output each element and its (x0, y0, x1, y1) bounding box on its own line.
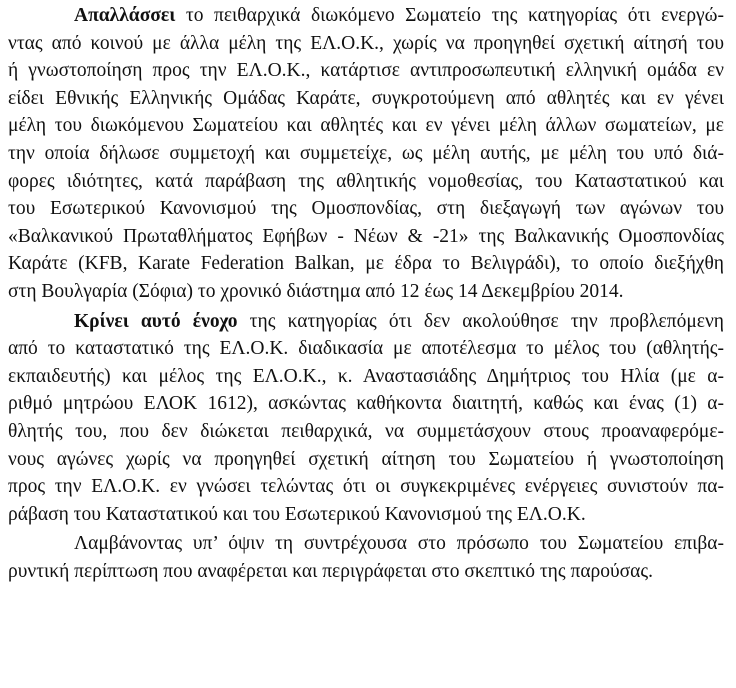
text-line: Κρίνει αυτό ένοχο της κατηγορίας ότι δεν ακολούθησε την προβλεπόμενη (74, 310, 724, 332)
text-line: «Βαλκανικού Πρωταθλήματος Εφήβων - Νέων & -21» της Βαλκανικής Ομοσπονδίας (8, 225, 724, 247)
text-line: ράβαση του Καταστατικού και του Εσωτερικού Κανονισμού της ΕΛ.Ο.Κ. (8, 503, 586, 525)
text-line: Καράτε (KFB, Karate Federation Balkan, με έδρα το Βελιγράδι), το οποίο διεξήχθη (8, 253, 724, 275)
bold-lead: Απαλλάσσει (74, 5, 176, 26)
text-line: Απαλλάσσει το πειθαρχικά διωκόμενο Σωματείο της κατηγορίας ότι ενεργώ- (74, 5, 724, 26)
text-line: του Εσωτερικού Κανονισμού της Ομοσπονδίας, στη διεξαγωγή των αγώνων του (8, 198, 724, 220)
text-line: εκπαιδευτής) και μέλος της ΕΛ.Ο.Κ., κ. Αναστασιάδης Δημήτριος του Ηλία (με α- (8, 365, 724, 387)
paragraph-acquittal (8, 2, 724, 306)
text-line: ριθμό μητρώου ΕΛΟΚ 1612), ασκώντας καθήκοντα διαιτητή, καθώς και ένας (1) α- (8, 393, 724, 415)
paragraph-aggravating (8, 530, 724, 585)
text-line: την οποία δήλωσε συμμετοχή και συμμετείχε, ως μέλη αυτής, με μέλη του υπό διά- (8, 142, 724, 164)
text-line: είδει Εθνικής Ελληνικής Ομάδας Καράτε, συγκροτούμενη από αθλητές και εν γένει (8, 87, 724, 109)
text-line: μέλη του διωκόμενου Σωματείου και αθλητές και εν γένει μέλη άλλων σωματείων, με (8, 115, 724, 137)
text-line: από το καταστατικό της ΕΛ.Ο.Κ. διαδικασία με αποτέλεσμα το μέλος του (αθλητής- (8, 338, 724, 360)
text-line: Λαμβάνοντας υπ’ όψιν τη συντρέχουσα στο πρόσωπο του Σωματείου επιβα- (74, 533, 724, 555)
text-line: νους αγώνες χωρίς να προηγηθεί σχετική αίτηση του Σωματείου ή γνωστοποίηση (8, 448, 724, 470)
document-page (8, 2, 724, 585)
text-line: φορες ιδιότητες, κατά παράβαση της αθλητικής νομοθεσίας, του Καταστατικού και (8, 170, 724, 192)
bold-lead: Κρίνει αυτό ένοχο (74, 310, 238, 332)
text-line: θλητής του, που δεν διώκεται πειθαρχικά, να συμμετάσχουν στους προαναφερόμε- (8, 420, 724, 442)
text-line: ρυντική περίπτωση που αναφέρεται και περιγράφεται στο σκεπτικό της παρούσας. (8, 560, 653, 582)
text-line: προς την ΕΛ.Ο.Κ. εν γνώσει τελώντας ότι οι συγκεκριμένες ενέργειες συνιστούν πα- (8, 476, 724, 498)
text-line: στη Βουλγαρία (Σόφια) το χρονικό διάστημα από 12 έως 14 Δεκεμβρίου 2014. (8, 280, 624, 302)
text-line: ντας από κοινού με άλλα μέλη της ΕΛ.Ο.Κ., χωρίς να προηγηθεί σχετική αίτησή του (8, 32, 724, 54)
text-line: ή γνωστοποίηση προς την ΕΛ.Ο.Κ., κατάρτισε αντιπροσωπευτική ελληνική ομάδα εν (8, 60, 724, 82)
paragraph-guilty (8, 308, 724, 529)
